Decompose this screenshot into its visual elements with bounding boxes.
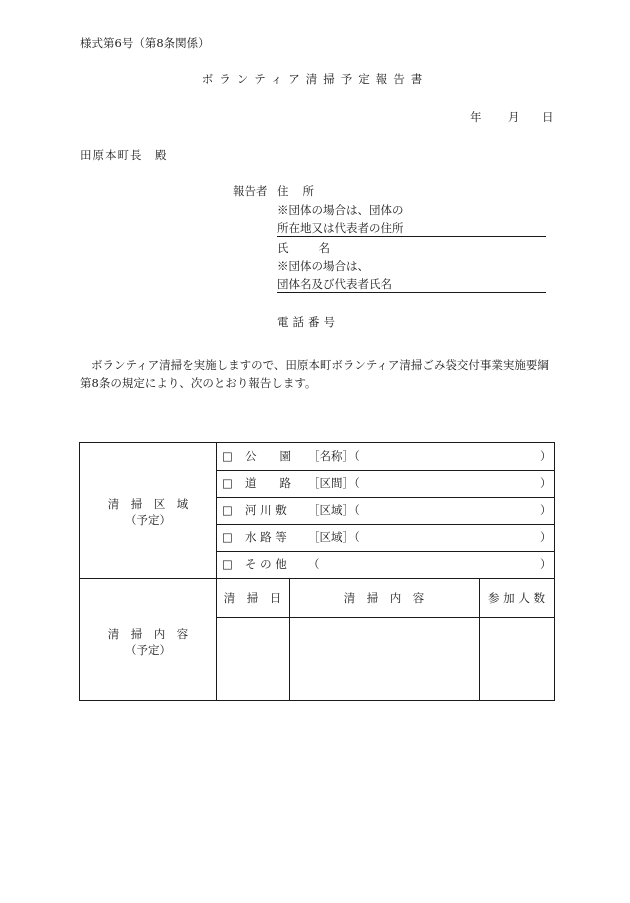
checkbox-icon[interactable]: □ [222,503,233,517]
area-option-bracket: ［区間］（ [308,476,360,490]
address-label: 住所 [277,184,328,198]
area-option-close: ） [540,449,552,463]
name-note: ※団体の場合は、 [277,259,369,273]
checkbox-icon[interactable]: □ [222,449,233,463]
area-option-bracket: （ [308,557,320,571]
document-title: ボランティア清掃予定報告書 [201,72,429,86]
area-option-name: 公 園 [245,449,291,463]
cleaning-content-input[interactable] [290,618,479,700]
reporter-label: 報告者 [233,184,268,198]
column-header-participants: 参 加 人 数 [488,591,545,605]
report-table [79,442,555,701]
area-option-close: ） [540,530,552,544]
table-divider-section [80,578,554,579]
area-option-name: 河 川 敷 [245,503,287,517]
addressee: 田原本町長 殿 [80,148,168,162]
content-label: 清 掃 内 容 [107,627,189,641]
date-year-label: 年 [470,110,482,124]
column-header-cleaning-date: 清 掃 日 [223,591,282,605]
address-note: ※団体の場合は、団体の [277,203,404,217]
area-sub-label: （予定） [125,513,171,527]
area-option-bracket: ［区域］（ [308,503,360,517]
column-header-cleaning-content: 清 掃 内 容 [343,591,425,605]
date-day-label: 日 [542,110,554,124]
checkbox-icon[interactable]: □ [222,476,233,490]
table-divider [216,470,554,471]
area-option-bracket: ［区域］（ [308,530,360,544]
area-option-close: ） [540,476,552,490]
address-field[interactable]: 所在地又は代表者の住所 [277,221,546,237]
cleaning-date-input[interactable] [217,618,289,700]
form-number: 様式第6号（第8条関係） [80,36,210,50]
area-option-name: そ の 他 [245,557,287,571]
table-divider [216,524,554,525]
checkbox-icon[interactable]: □ [222,557,233,571]
area-option-close: ） [540,503,552,517]
area-option-name: 道 路 [245,476,291,490]
phone-label: 電話番号 [277,315,339,329]
name-label: 氏名 [277,241,360,255]
area-option-close: ） [540,557,552,571]
area-option-bracket: ［名称］（ [308,449,360,463]
checkbox-icon[interactable]: □ [222,530,233,544]
table-divider [216,497,554,498]
content-sub-label: （予定） [125,643,171,657]
area-label: 清 掃 区 域 [107,497,189,511]
area-option-name: 水 路 等 [245,530,287,544]
participants-input[interactable] [480,618,554,700]
name-field[interactable]: 団体名及び代表者氏名 [277,277,546,293]
report-body-text: ボランティア清掃を実施しますので、田原本町ボランティア清掃ごみ袋交付事業実施要綱第8条の規定により、次のとおり報告します。 [80,358,549,390]
table-divider [216,551,554,552]
date-month-label: 月 [508,110,520,124]
